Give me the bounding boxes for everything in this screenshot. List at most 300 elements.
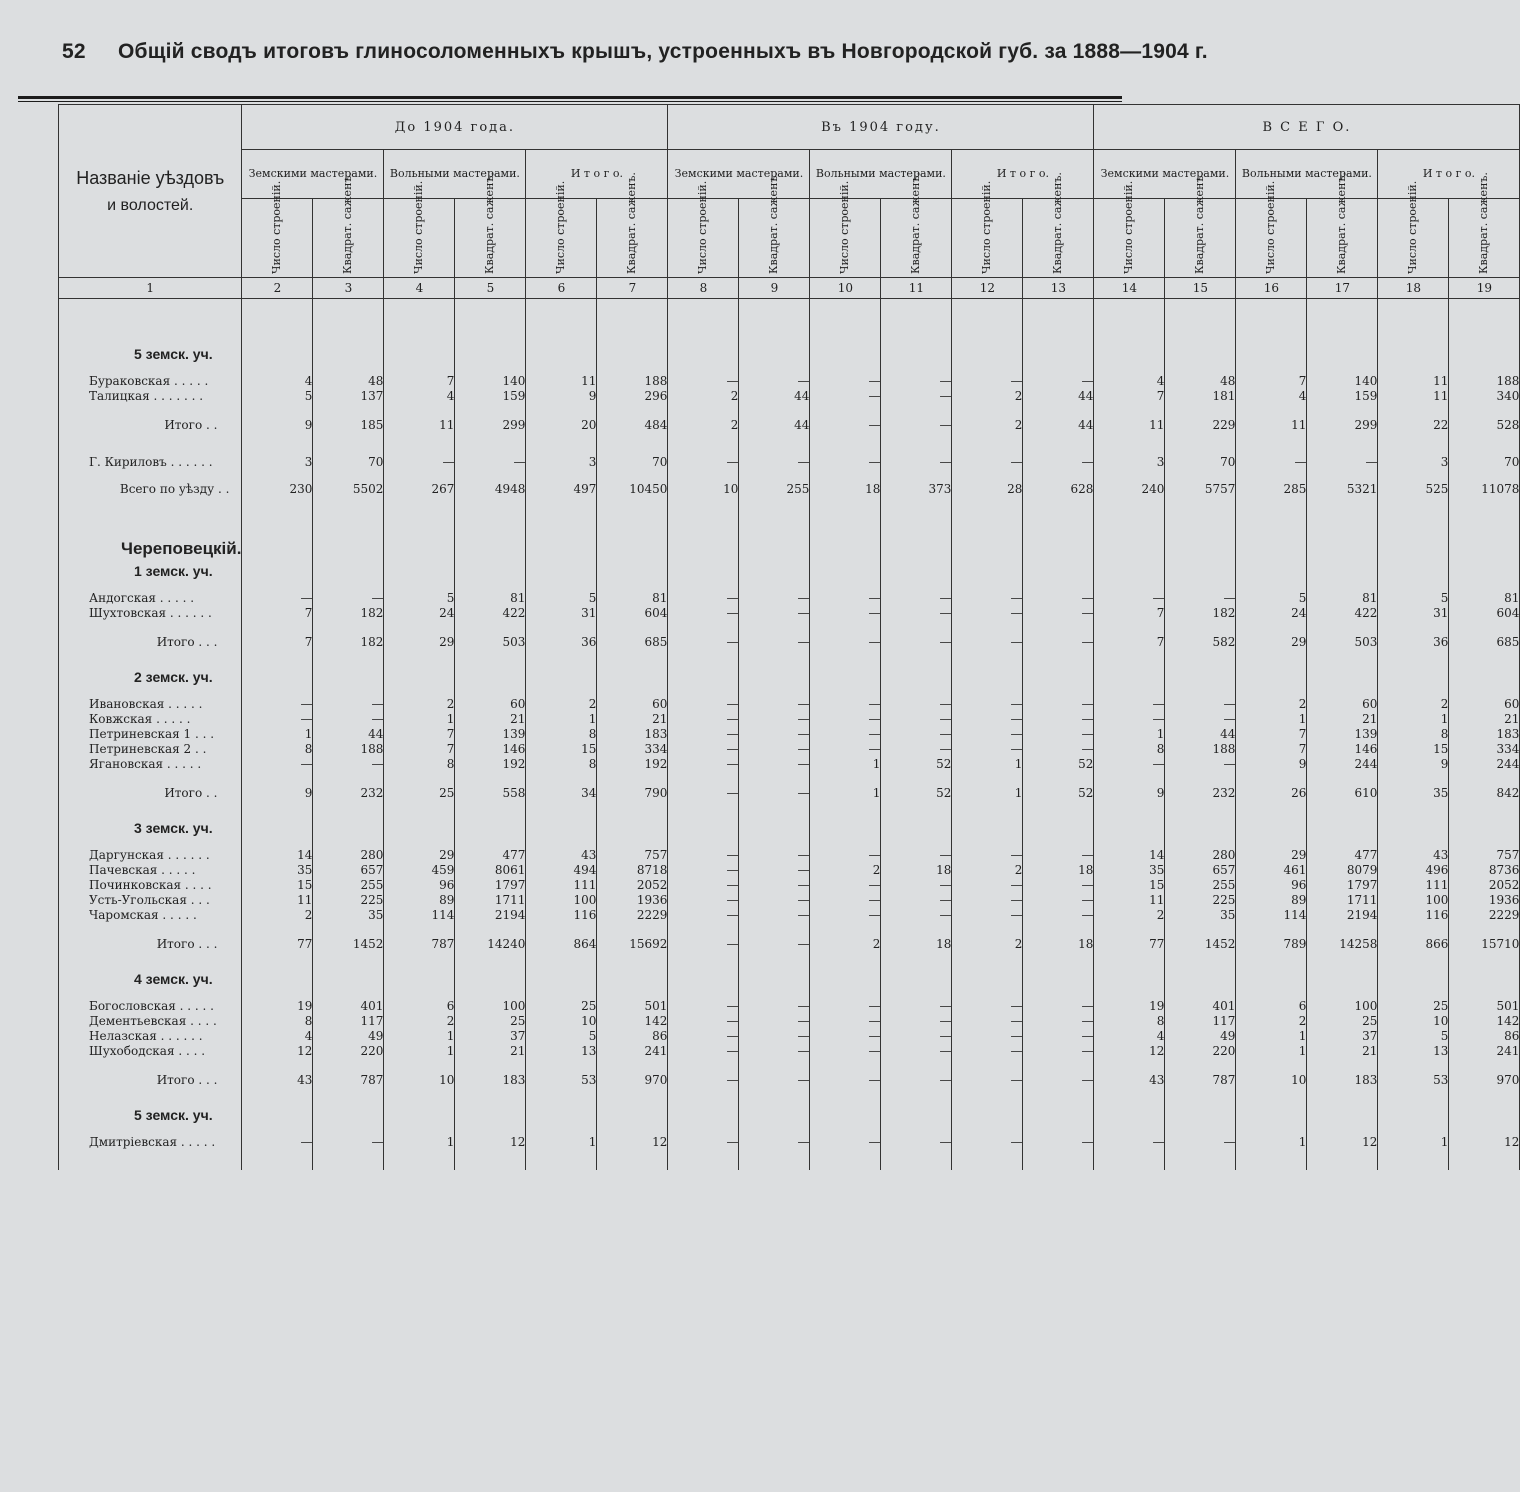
cell-value: — bbox=[1023, 1044, 1094, 1059]
cell-value bbox=[1307, 564, 1378, 579]
cell-value: 11 bbox=[1378, 389, 1449, 404]
cell-value: 52 bbox=[881, 757, 952, 772]
cell-value: — bbox=[881, 1073, 952, 1088]
cell-value: — bbox=[952, 878, 1023, 893]
subcolumn-header bbox=[455, 171, 526, 278]
cell-value: — bbox=[242, 591, 313, 606]
cell-value bbox=[313, 670, 384, 685]
cell-value: 2 bbox=[668, 418, 739, 433]
cell-value: 503 bbox=[1307, 635, 1378, 650]
spacer-row bbox=[59, 952, 1520, 972]
cell-value bbox=[952, 670, 1023, 685]
period-header-before-1904: До 1904 года. bbox=[242, 105, 668, 150]
cell-value: 970 bbox=[1449, 1073, 1520, 1088]
cell-value: — bbox=[668, 727, 739, 742]
cell-value: — bbox=[881, 591, 952, 606]
spacer-row bbox=[59, 556, 1520, 564]
cell-value bbox=[668, 972, 739, 987]
cell-value bbox=[1165, 347, 1236, 362]
cell-value: 2 bbox=[668, 389, 739, 404]
cell-value bbox=[668, 670, 739, 685]
cell-value bbox=[1165, 1108, 1236, 1123]
cell-value bbox=[1236, 541, 1307, 556]
cell-value: — bbox=[384, 455, 455, 470]
row-name: Шухободская . . . . bbox=[59, 1044, 242, 1059]
cell-value: — bbox=[242, 757, 313, 772]
spacer-row bbox=[59, 772, 1520, 786]
cell-value: 81 bbox=[455, 591, 526, 606]
cell-value bbox=[810, 972, 881, 987]
cell-value: 1711 bbox=[455, 893, 526, 908]
cell-value: 36 bbox=[526, 635, 597, 650]
spacer-row bbox=[59, 362, 1520, 374]
name-header-line1: Названіе уѣздовъ bbox=[76, 168, 225, 188]
cell-value bbox=[597, 1108, 668, 1123]
cell-value: 787 bbox=[1165, 1073, 1236, 1088]
cell-value bbox=[881, 564, 952, 579]
cell-value: 2229 bbox=[597, 908, 668, 923]
cell-value: 1 bbox=[1236, 1135, 1307, 1150]
cell-value: 1797 bbox=[1307, 878, 1378, 893]
cell-value bbox=[1023, 541, 1094, 556]
cell-value: 285 bbox=[1236, 482, 1307, 497]
cell-value: 503 bbox=[455, 635, 526, 650]
group-header: Вольными мастерами. bbox=[384, 150, 526, 199]
cell-value: — bbox=[1023, 374, 1094, 389]
cell-value: 255 bbox=[313, 878, 384, 893]
column-number: 17 bbox=[1307, 278, 1378, 299]
cell-value bbox=[242, 541, 313, 556]
cell-value: 232 bbox=[313, 786, 384, 801]
district-row bbox=[59, 541, 1520, 556]
cell-value: — bbox=[668, 1135, 739, 1150]
cell-value: 1 bbox=[1236, 1029, 1307, 1044]
table-row bbox=[59, 1029, 1520, 1044]
cell-value: 15710 bbox=[1449, 937, 1520, 952]
cell-value: 7 bbox=[384, 374, 455, 389]
cell-value: — bbox=[881, 742, 952, 757]
cell-value: — bbox=[952, 848, 1023, 863]
subcolumn-label: Число строеній. bbox=[980, 180, 994, 274]
cell-value: — bbox=[242, 1135, 313, 1150]
cell-value: — bbox=[668, 374, 739, 389]
row-name: Итого . . bbox=[59, 418, 242, 433]
cell-value: 8736 bbox=[1449, 863, 1520, 878]
cell-value: 11 bbox=[526, 374, 597, 389]
cell-value: 1797 bbox=[455, 878, 526, 893]
cell-value: 12 bbox=[242, 1044, 313, 1059]
subcolumn-label: Число строеній. bbox=[838, 180, 852, 274]
cell-value: — bbox=[881, 1044, 952, 1059]
cell-value: — bbox=[668, 1014, 739, 1029]
spacer-row bbox=[59, 923, 1520, 937]
cell-value: — bbox=[739, 606, 810, 621]
cell-value bbox=[1449, 1108, 1520, 1123]
table-row bbox=[59, 455, 1520, 470]
cell-value: 220 bbox=[313, 1044, 384, 1059]
cell-value: 60 bbox=[1307, 697, 1378, 712]
cell-value: 9 bbox=[526, 389, 597, 404]
cell-value: 864 bbox=[526, 937, 597, 952]
cell-value bbox=[1449, 670, 1520, 685]
cell-value: 4 bbox=[1236, 389, 1307, 404]
summary-table bbox=[58, 104, 1520, 1170]
row-name: Ивановская . . . . . bbox=[59, 697, 242, 712]
cell-value: — bbox=[1023, 1073, 1094, 1088]
cell-value: 21 bbox=[1307, 712, 1378, 727]
subcolumn-label: Число строеній. bbox=[1406, 180, 1420, 274]
subcolumn-header bbox=[384, 180, 455, 278]
cell-value: — bbox=[1023, 999, 1094, 1014]
cell-value: 117 bbox=[1165, 1014, 1236, 1029]
cell-value bbox=[1236, 972, 1307, 987]
cell-value bbox=[1236, 1108, 1307, 1123]
cell-value: 9 bbox=[242, 786, 313, 801]
cell-value bbox=[1307, 670, 1378, 685]
cell-value bbox=[1449, 347, 1520, 362]
cell-value bbox=[810, 670, 881, 685]
cell-value: — bbox=[881, 418, 952, 433]
cell-value: 35 bbox=[1165, 908, 1236, 923]
cell-value bbox=[597, 564, 668, 579]
row-name: Чаромская . . . . . bbox=[59, 908, 242, 923]
cell-value: 52 bbox=[1023, 757, 1094, 772]
cell-value: — bbox=[952, 606, 1023, 621]
row-name: Ягановская . . . . . bbox=[59, 757, 242, 772]
cell-value bbox=[668, 541, 739, 556]
cell-value: — bbox=[739, 455, 810, 470]
cell-value: — bbox=[810, 1135, 881, 1150]
cell-value bbox=[455, 347, 526, 362]
cell-value: 21 bbox=[597, 712, 668, 727]
cell-value: 13 bbox=[1378, 1044, 1449, 1059]
cell-value bbox=[739, 972, 810, 987]
cell-value: — bbox=[810, 697, 881, 712]
cell-value bbox=[810, 1108, 881, 1123]
cell-value: 280 bbox=[1165, 848, 1236, 863]
cell-value bbox=[1449, 541, 1520, 556]
cell-value: 44 bbox=[313, 727, 384, 742]
cell-value: — bbox=[810, 848, 881, 863]
cell-value: 25 bbox=[1378, 999, 1449, 1014]
cell-value: 2 bbox=[1378, 697, 1449, 712]
cell-value bbox=[313, 1108, 384, 1123]
column-number: 3 bbox=[313, 278, 384, 299]
cell-value: 3 bbox=[1094, 455, 1165, 470]
cell-value: 2194 bbox=[455, 908, 526, 923]
cell-value: 43 bbox=[526, 848, 597, 863]
cell-value: 15 bbox=[242, 878, 313, 893]
cell-value: 244 bbox=[1449, 757, 1520, 772]
subcolumn-label: Квадрат. саженъ. bbox=[909, 171, 923, 274]
cell-value: — bbox=[810, 999, 881, 1014]
subcolumn-header bbox=[526, 180, 597, 278]
cell-value: — bbox=[1094, 712, 1165, 727]
cell-value: — bbox=[739, 1029, 810, 1044]
cell-value: 70 bbox=[1165, 455, 1236, 470]
row-name: 3 земск. уч. bbox=[59, 821, 242, 836]
cell-value: — bbox=[1023, 455, 1094, 470]
sec-row bbox=[59, 670, 1520, 685]
cell-value: — bbox=[810, 1014, 881, 1029]
cell-value: 267 bbox=[384, 482, 455, 497]
cell-value: 225 bbox=[313, 893, 384, 908]
sec-row bbox=[59, 1108, 1520, 1123]
cell-value: — bbox=[1165, 591, 1236, 606]
cell-value: — bbox=[810, 727, 881, 742]
name-column-header bbox=[59, 105, 242, 278]
cell-value bbox=[952, 347, 1023, 362]
cell-value: 1 bbox=[384, 1044, 455, 1059]
group-header: Земскими мастерами. bbox=[1094, 150, 1236, 199]
cell-value bbox=[1378, 347, 1449, 362]
cell-value: 3 bbox=[1378, 455, 1449, 470]
cell-value: 477 bbox=[455, 848, 526, 863]
cell-value: 1 bbox=[1094, 727, 1165, 742]
cell-value bbox=[1094, 670, 1165, 685]
cell-value: 1 bbox=[952, 757, 1023, 772]
subcolumn-label: Число строеній. bbox=[270, 180, 284, 274]
cell-value bbox=[1094, 541, 1165, 556]
subcolumn-header bbox=[739, 171, 810, 278]
cell-value: 10450 bbox=[597, 482, 668, 497]
cell-value: 8 bbox=[526, 727, 597, 742]
cell-value: — bbox=[668, 606, 739, 621]
cell-value: 188 bbox=[1449, 374, 1520, 389]
table-row bbox=[59, 389, 1520, 404]
cell-value: — bbox=[242, 712, 313, 727]
cell-value: — bbox=[1023, 591, 1094, 606]
cell-value: — bbox=[1023, 697, 1094, 712]
cell-value: 790 bbox=[597, 786, 668, 801]
sec-row bbox=[59, 347, 1520, 362]
cell-value: 5 bbox=[384, 591, 455, 606]
cell-value: 373 bbox=[881, 482, 952, 497]
cell-value: 15 bbox=[1094, 878, 1165, 893]
cell-value: — bbox=[952, 1044, 1023, 1059]
cell-value: 35 bbox=[1378, 786, 1449, 801]
cell-value bbox=[1094, 564, 1165, 579]
cell-value: 182 bbox=[313, 635, 384, 650]
cell-value bbox=[242, 821, 313, 836]
cell-value: 225 bbox=[1165, 893, 1236, 908]
row-name: Дементьевская . . . . bbox=[59, 1014, 242, 1029]
cell-value: 140 bbox=[1307, 374, 1378, 389]
cell-value: — bbox=[739, 908, 810, 923]
cell-value: — bbox=[952, 1135, 1023, 1150]
cell-value: 182 bbox=[1165, 606, 1236, 621]
cell-value: 11 bbox=[1236, 418, 1307, 433]
cell-value: 2 bbox=[526, 697, 597, 712]
cell-value: — bbox=[881, 908, 952, 923]
cell-value: — bbox=[668, 697, 739, 712]
cell-value bbox=[739, 347, 810, 362]
table-row bbox=[59, 1014, 1520, 1029]
column-number: 15 bbox=[1165, 278, 1236, 299]
row-name: 5 земск. уч. bbox=[59, 347, 242, 362]
cell-value: — bbox=[952, 742, 1023, 757]
cell-value: — bbox=[1023, 908, 1094, 923]
cell-value: 53 bbox=[1378, 1073, 1449, 1088]
cell-value: — bbox=[810, 1044, 881, 1059]
cell-value: — bbox=[739, 635, 810, 650]
cell-value: — bbox=[313, 697, 384, 712]
cell-value: 183 bbox=[455, 1073, 526, 1088]
cell-value: — bbox=[810, 418, 881, 433]
group-header: Земскими мастерами. bbox=[668, 150, 810, 199]
cell-value: 81 bbox=[597, 591, 668, 606]
cell-value: — bbox=[810, 878, 881, 893]
row-name: Петриневская 2 . . bbox=[59, 742, 242, 757]
cell-value: 2 bbox=[1094, 908, 1165, 923]
cell-value: — bbox=[1023, 848, 1094, 863]
cell-value bbox=[597, 821, 668, 836]
sec-row bbox=[59, 821, 1520, 836]
cell-value: — bbox=[881, 999, 952, 1014]
spacer-row bbox=[59, 836, 1520, 848]
cell-value bbox=[455, 564, 526, 579]
cell-value: — bbox=[313, 591, 384, 606]
cell-value: — bbox=[668, 455, 739, 470]
cell-value: 1711 bbox=[1307, 893, 1378, 908]
cell-value: 8 bbox=[242, 742, 313, 757]
column-number: 11 bbox=[881, 278, 952, 299]
cell-value: — bbox=[739, 757, 810, 772]
cell-value: 5 bbox=[1378, 591, 1449, 606]
cell-value: 2 bbox=[952, 418, 1023, 433]
row-name: Андогская . . . . . bbox=[59, 591, 242, 606]
spacer-row bbox=[59, 299, 1520, 328]
itogo-row bbox=[59, 635, 1520, 650]
cell-value: 657 bbox=[313, 863, 384, 878]
cell-value bbox=[810, 821, 881, 836]
cell-value: 35 bbox=[313, 908, 384, 923]
cell-value: 2194 bbox=[1307, 908, 1378, 923]
cell-value: 484 bbox=[597, 418, 668, 433]
itogo-row bbox=[59, 418, 1520, 433]
cell-value bbox=[1449, 564, 1520, 579]
cell-value: 2 bbox=[242, 908, 313, 923]
spacer-row bbox=[59, 1088, 1520, 1108]
cell-value: 4 bbox=[242, 1029, 313, 1044]
cell-value: — bbox=[1236, 455, 1307, 470]
group-header: И т о г о. bbox=[1378, 150, 1520, 199]
cell-value bbox=[384, 1108, 455, 1123]
cell-value: 29 bbox=[1236, 635, 1307, 650]
cell-value bbox=[1023, 347, 1094, 362]
cell-value: 461 bbox=[1236, 863, 1307, 878]
cell-value: 44 bbox=[739, 418, 810, 433]
cell-value: — bbox=[952, 999, 1023, 1014]
cell-value: 685 bbox=[597, 635, 668, 650]
cell-value: 35 bbox=[242, 863, 313, 878]
cell-value: 19 bbox=[242, 999, 313, 1014]
cell-value: 21 bbox=[455, 1044, 526, 1059]
column-number: 1 bbox=[59, 278, 242, 299]
group-header: И т о г о. bbox=[952, 150, 1094, 199]
cell-value: — bbox=[1165, 757, 1236, 772]
cell-value bbox=[881, 972, 952, 987]
cell-value: 2052 bbox=[597, 878, 668, 893]
cell-value bbox=[313, 821, 384, 836]
cell-value: 29 bbox=[1236, 848, 1307, 863]
cell-value: 9 bbox=[1378, 757, 1449, 772]
cell-value: — bbox=[952, 893, 1023, 908]
cell-value: 25 bbox=[455, 1014, 526, 1029]
cell-value: 7 bbox=[242, 635, 313, 650]
row-name: Пачевская . . . . . bbox=[59, 863, 242, 878]
cell-value: 12 bbox=[597, 1135, 668, 1150]
cell-value: — bbox=[1165, 712, 1236, 727]
cell-value: 29 bbox=[384, 635, 455, 650]
column-number: 12 bbox=[952, 278, 1023, 299]
cell-value: 2 bbox=[952, 937, 1023, 952]
cell-value: 44 bbox=[1023, 418, 1094, 433]
cell-value bbox=[881, 347, 952, 362]
cell-value: 1936 bbox=[597, 893, 668, 908]
cell-value: — bbox=[739, 893, 810, 908]
cell-value: 1 bbox=[1378, 1135, 1449, 1150]
cell-value: 8079 bbox=[1307, 863, 1378, 878]
cell-value: 37 bbox=[1307, 1029, 1378, 1044]
subcolumn-label: Число строеній. bbox=[1122, 180, 1136, 274]
cell-value bbox=[739, 670, 810, 685]
cell-value: — bbox=[668, 1029, 739, 1044]
cell-value: 86 bbox=[597, 1029, 668, 1044]
cell-value: 159 bbox=[1307, 389, 1378, 404]
cell-value: 188 bbox=[1165, 742, 1236, 757]
cell-value: 89 bbox=[1236, 893, 1307, 908]
table-row bbox=[59, 606, 1520, 621]
table-row bbox=[59, 727, 1520, 742]
cell-value bbox=[1023, 972, 1094, 987]
cell-value: — bbox=[881, 455, 952, 470]
table-row bbox=[59, 893, 1520, 908]
subcolumn-label: Квадрат. саженъ. bbox=[483, 171, 497, 274]
cell-value: 116 bbox=[1378, 908, 1449, 923]
cell-value: 12 bbox=[1307, 1135, 1378, 1150]
cell-value: 14 bbox=[242, 848, 313, 863]
cell-value: 8718 bbox=[597, 863, 668, 878]
row-name: Итого . . . bbox=[59, 1073, 242, 1088]
cell-value: — bbox=[881, 848, 952, 863]
cell-value: — bbox=[739, 1135, 810, 1150]
cell-value: 70 bbox=[313, 455, 384, 470]
subcolumn-header bbox=[597, 171, 668, 278]
cell-value: 244 bbox=[1307, 757, 1378, 772]
cell-value bbox=[881, 670, 952, 685]
cell-value: 43 bbox=[1094, 1073, 1165, 1088]
cell-value: — bbox=[952, 1029, 1023, 1044]
cell-value bbox=[881, 1108, 952, 1123]
cell-value bbox=[455, 972, 526, 987]
cell-value: — bbox=[1094, 591, 1165, 606]
subcolumn-header bbox=[1307, 171, 1378, 278]
cell-value: 146 bbox=[1307, 742, 1378, 757]
cell-value: 48 bbox=[313, 374, 384, 389]
row-name: Итого . . . bbox=[59, 937, 242, 952]
column-number: 6 bbox=[526, 278, 597, 299]
cell-value bbox=[810, 541, 881, 556]
cell-value: — bbox=[810, 908, 881, 923]
row-name: 2 земск. уч. bbox=[59, 670, 242, 685]
cell-value: 25 bbox=[1307, 1014, 1378, 1029]
cell-value bbox=[313, 347, 384, 362]
cell-value: — bbox=[810, 1029, 881, 1044]
cell-value bbox=[1378, 1108, 1449, 1123]
cell-value bbox=[668, 347, 739, 362]
column-number: 5 bbox=[455, 278, 526, 299]
